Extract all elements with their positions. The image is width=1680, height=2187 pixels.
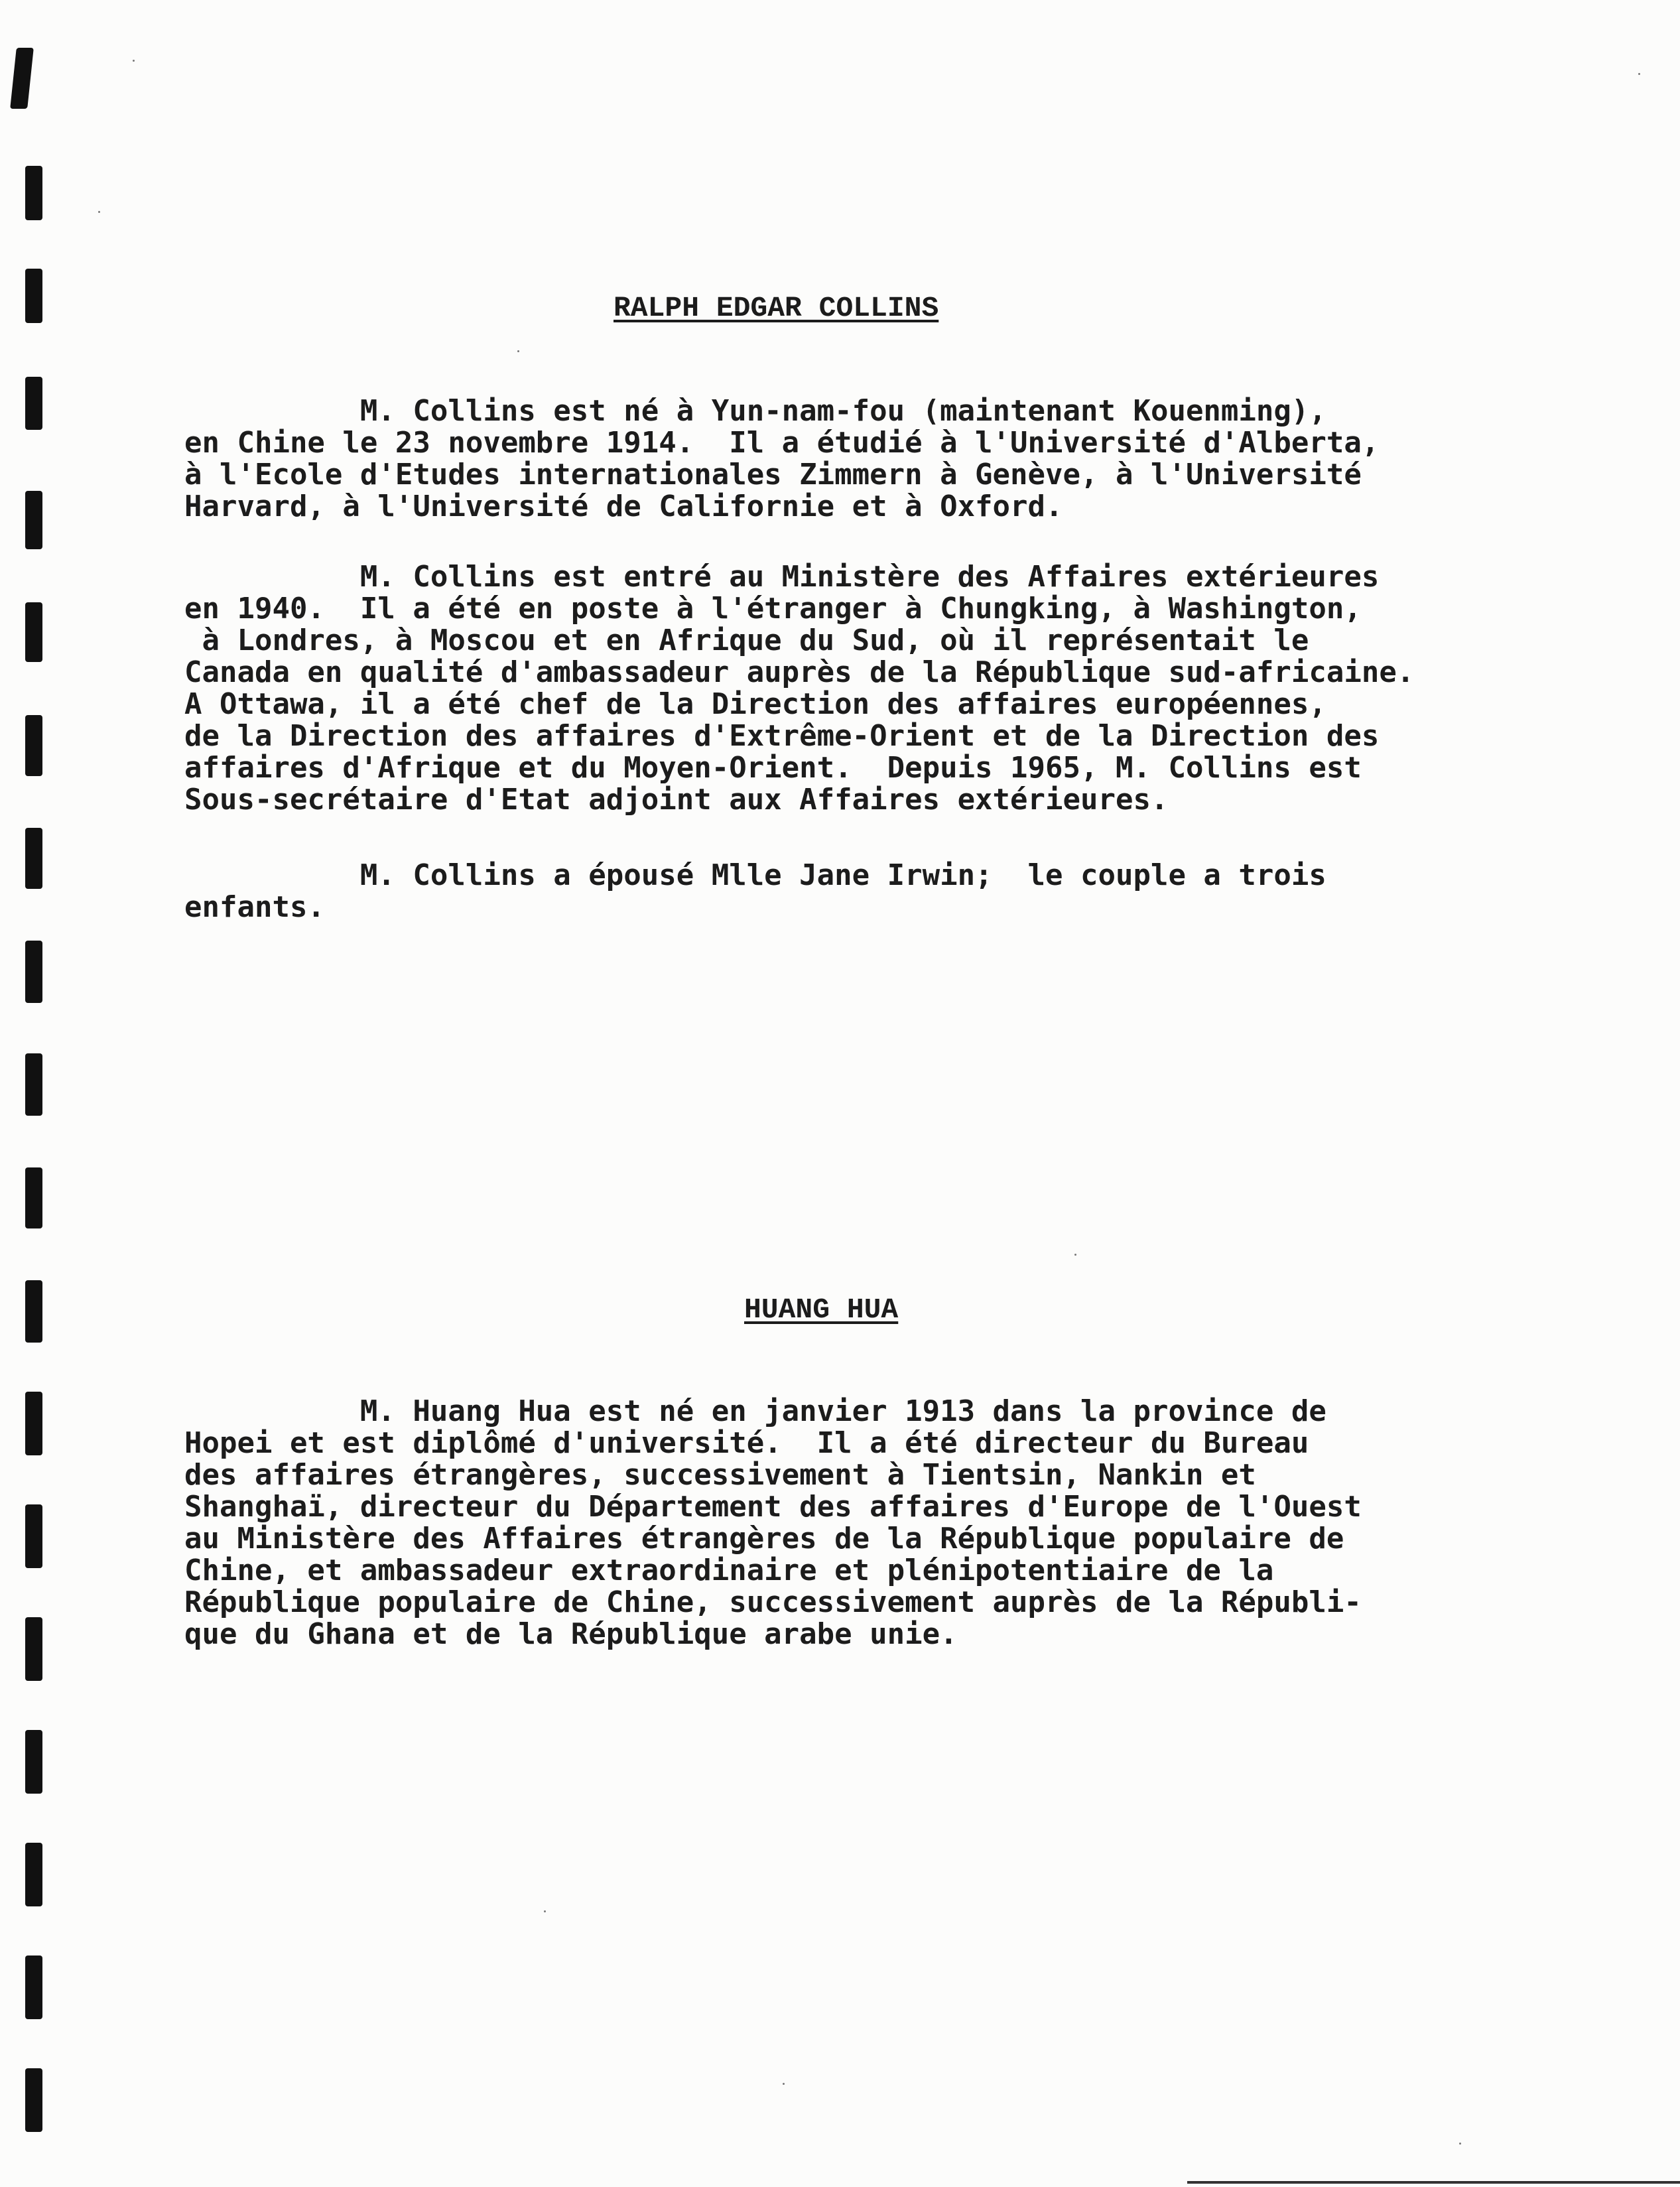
binding-mark xyxy=(10,48,34,109)
binding-mark xyxy=(25,269,42,323)
binding-mark xyxy=(25,166,42,220)
binding-mark xyxy=(25,1504,42,1568)
binding-mark xyxy=(25,1955,42,2019)
section-heading-huang-hua: HUANG HUA xyxy=(744,1293,899,1326)
binding-mark xyxy=(25,491,42,549)
binding-mark xyxy=(25,1280,42,1343)
binding-mark xyxy=(25,377,42,430)
collins-paragraph-family: M. Collins a épousé Mlle Jane Irwin; le couple a trois enfants. xyxy=(184,858,1326,924)
binding-mark xyxy=(25,2068,42,2132)
scan-speck xyxy=(517,350,519,352)
binding-mark xyxy=(25,602,42,662)
bottom-edge-line xyxy=(1187,2181,1680,2184)
binding-mark xyxy=(25,1053,42,1116)
scan-speck xyxy=(1074,1254,1076,1256)
collins-paragraph-birth-education: M. Collins est né à Yun-nam-fou (maintenant Kouenming), en Chine le 23 novembre 1914. Il a étudié à l'Université d'Alberta, à l'Ecole d'Etudes internationales Zimmern à Genève, à l'Université Harvard, à l'Université de Californie et à Oxford. xyxy=(184,394,1380,523)
scan-speck xyxy=(133,60,135,62)
binding-mark xyxy=(25,1167,42,1228)
huang-hua-paragraph: M. Huang Hua est né en janvier 1913 dans la province de Hopei et est diplômé d'université. Il a été directeur du Bureau des affaires étrangères, successivement à Tientsin, Nankin et Shanghaï, directeur du Département des affaires d'Europe de l'Ouest au Ministère des Affaires étrangères de la République populaire de Chine, et ambassadeur extraordinaire et plénipotentiaire de la République populaire de Chine, successivement auprès de la Républi- que du Ghana et de la République arabe unie. xyxy=(184,1394,1362,1651)
binding-mark xyxy=(25,941,42,1003)
section-heading-collins: RALPH EDGAR COLLINS xyxy=(614,292,939,324)
scan-speck xyxy=(783,2083,785,2085)
binding-mark xyxy=(25,1730,42,1794)
scan-speck xyxy=(544,1910,546,1912)
binding-mark xyxy=(25,1392,42,1455)
binding-mark xyxy=(25,1617,42,1681)
scan-speck xyxy=(1459,2143,1461,2145)
binding-mark xyxy=(25,828,42,889)
binding-mark xyxy=(25,1843,42,1906)
binding-mark xyxy=(25,715,42,776)
scan-speck xyxy=(1638,73,1640,75)
scan-speck xyxy=(98,211,100,213)
collins-paragraph-career: M. Collins est entré au Ministère des Affaires extérieures en 1940. Il a été en poste à l'étranger à Chungking, à Washington, à Londres, à Moscou et en Afrique du Sud, où il représentait le Canada en qualité d'ambassadeur auprès de la République sud-africaine. A Ottawa, il a été chef de la Direction des affaires européennes, de la Direction des affaires d'Extrême-Orient et de la Direction des affaires d'Afrique et du Moyen-Orient. Depuis 1965, M. Collins est Sous-secrétaire d'Etat adjoint aux Affaires extérieures. xyxy=(184,560,1415,817)
